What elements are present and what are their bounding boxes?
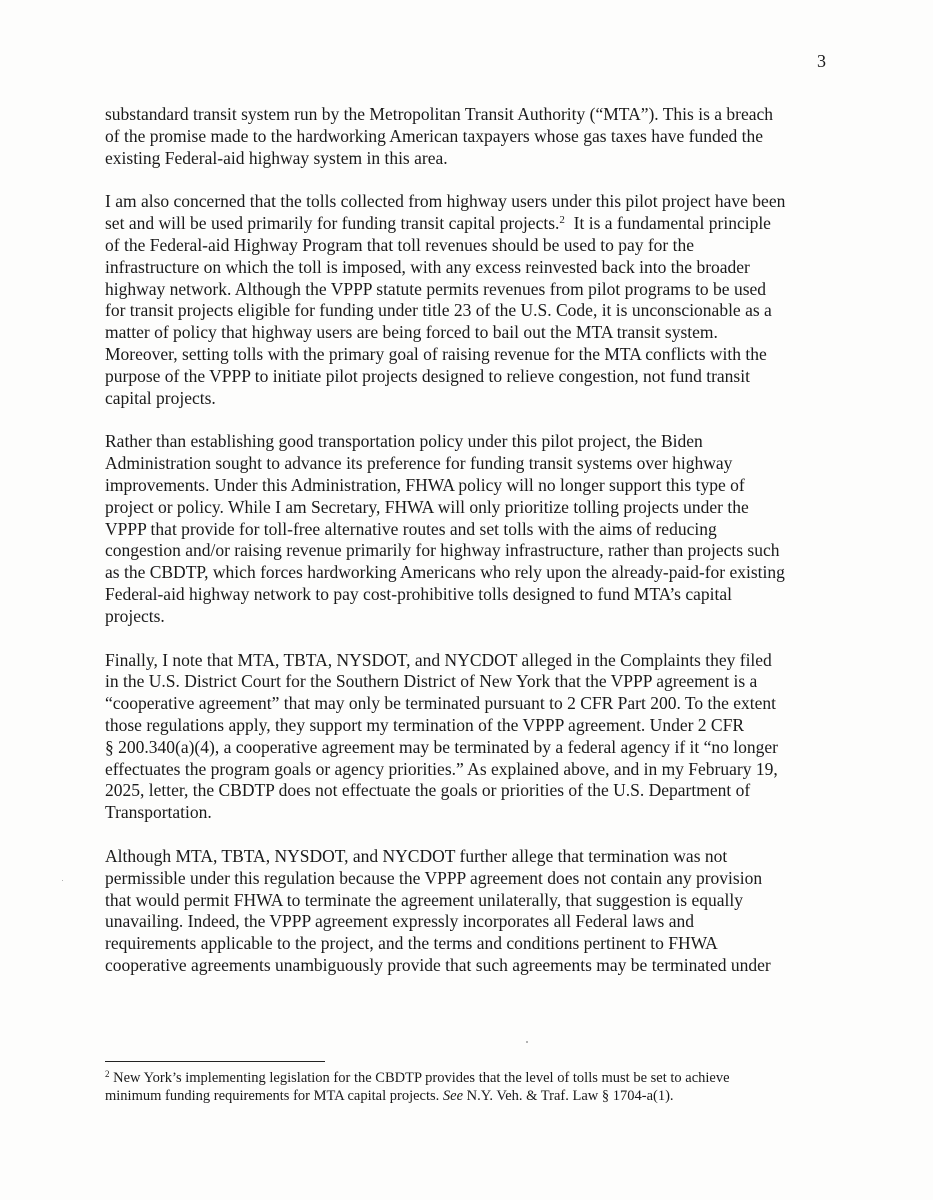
- text-line: “cooperative agreement” that may only be terminated pursuant to 2 CFR Part 200. To the extent: [105, 693, 777, 714]
- text-segment: set and will be used primarily for funding transit capital projects.: [105, 213, 560, 234]
- text-line: I am also concerned that the tolls collected from highway users under this pilot project have been: [105, 191, 786, 212]
- text-line: VPPP that provide for toll-free alternative routes and set tolls with the aims of reducing: [105, 518, 717, 539]
- footnote: [105, 1069, 829, 1105]
- page-number: 3: [817, 51, 826, 71]
- text-line: 2025, letter, the CBDTP does not effectuate the goals or priorities of the U.S. Department of: [105, 780, 751, 801]
- footnote-line: [105, 1069, 829, 1087]
- paragraph-2: [105, 191, 829, 409]
- footnote-reference: 2: [559, 214, 565, 227]
- citation-signal: See: [442, 1088, 464, 1104]
- footnote-marker: 2: [105, 1069, 110, 1079]
- text-line: of the promise made to the hardworking American taxpayers whose gas taxes have funded the: [105, 125, 763, 146]
- text-line: Administration sought to advance its preference for funding transit systems over highway: [105, 453, 733, 474]
- text-line: Moreover, setting tolls with the primary goal of raising revenue for the MTA conflicts with the: [105, 343, 767, 364]
- text-line: effectuates the program goals or agency priorities.” As explained above, and in my February 19,: [105, 758, 778, 779]
- footnote-line: [105, 1087, 829, 1105]
- text-line: congestion and/or raising revenue primarily for highway infrastructure, rather than projects such: [105, 540, 780, 561]
- text-line: for transit projects eligible for funding under title 23 of the U.S. Code, it is unconscionable as a: [105, 300, 772, 321]
- text-line: projects.: [105, 605, 165, 626]
- text-segment: N.Y. Veh. & Traf. Law § 1704-a(1).: [463, 1088, 674, 1104]
- text-line: cooperative agreements unambiguously provide that such agreements may be terminated under: [105, 954, 771, 975]
- text-line: of the Federal-aid Highway Program that toll revenues should be used to pay for the: [105, 234, 695, 255]
- text-line: that would permit FHWA to terminate the agreement unilaterally, that suggestion is equally: [105, 889, 743, 910]
- text-line: matter of policy that highway users are being forced to bail out the MTA transit system.: [105, 322, 718, 343]
- text-line: those regulations apply, they support my termination of the VPPP agreement. Under 2 CFR: [105, 714, 744, 735]
- text-line: unavailing. Indeed, the VPPP agreement expressly incorporates all Federal laws and: [105, 911, 695, 932]
- text-line: Federal-aid highway network to pay cost-prohibitive tolls designed to fund MTA’s capital: [105, 583, 733, 604]
- text-line: requirements applicable to the project, and the terms and conditions pertinent to FHWA: [105, 933, 718, 954]
- scan-speck: [526, 1041, 528, 1043]
- text-line: capital projects.: [105, 387, 216, 408]
- footnote-divider: [105, 1061, 325, 1062]
- text-line: project or policy. While I am Secretary, FHWA will only prioritize tolling projects under the: [105, 496, 749, 517]
- text-line: infrastructure on which the toll is imposed, with any excess reinvested back into the broader: [105, 256, 750, 277]
- text-segment: minimum funding requirements for MTA capital projects.: [105, 1088, 443, 1104]
- text-line: highway network. Although the VPPP statute permits revenues from pilot programs to be used: [105, 278, 767, 299]
- text-line: permissible under this regulation because the VPPP agreement does not contain any provision: [105, 867, 763, 888]
- text-line: Although MTA, TBTA, NYSDOT, and NYCDOT further allege that termination was not: [105, 845, 728, 866]
- scan-speck: [62, 880, 63, 881]
- text-line: improvements. Under this Administration, FHWA policy will no longer support this type of: [105, 474, 745, 495]
- paragraph-5: [105, 846, 829, 977]
- text-line: Finally, I note that MTA, TBTA, NYSDOT, and NYCDOT alleged in the Complaints they filed: [105, 649, 772, 670]
- text-segment: It is a fundamental principle: [564, 213, 771, 234]
- text-line: Rather than establishing good transportation policy under this pilot project, the Biden: [105, 431, 703, 452]
- text-line-with-footnote: [105, 213, 829, 235]
- letter-body: [105, 104, 829, 999]
- text-line: purpose of the VPPP to initiate pilot projects designed to relieve congestion, not fund transit: [105, 365, 750, 386]
- text-line: substandard transit system run by the Metropolitan Transit Authority (“MTA”). This is a breach: [105, 104, 774, 124]
- paragraph-4: [105, 650, 829, 824]
- text-line: § 200.340(a)(4), a cooperative agreement may be terminated by a federal agency if it “no longer: [105, 736, 778, 757]
- text-line: Transportation.: [105, 802, 212, 823]
- paragraph-1: [105, 104, 829, 169]
- text-line: existing Federal-aid highway system in this area.: [105, 147, 448, 168]
- text-line: as the CBDTP, which forces hardworking Americans who rely upon the already-paid-for existing: [105, 562, 785, 583]
- text-segment: New York’s implementing legislation for the CBDTP provides that the level of tolls must be set to achieve: [109, 1070, 730, 1086]
- paragraph-3: [105, 431, 829, 627]
- text-line: in the U.S. District Court for the Southern District of New York that the VPPP agreement is a: [105, 671, 758, 692]
